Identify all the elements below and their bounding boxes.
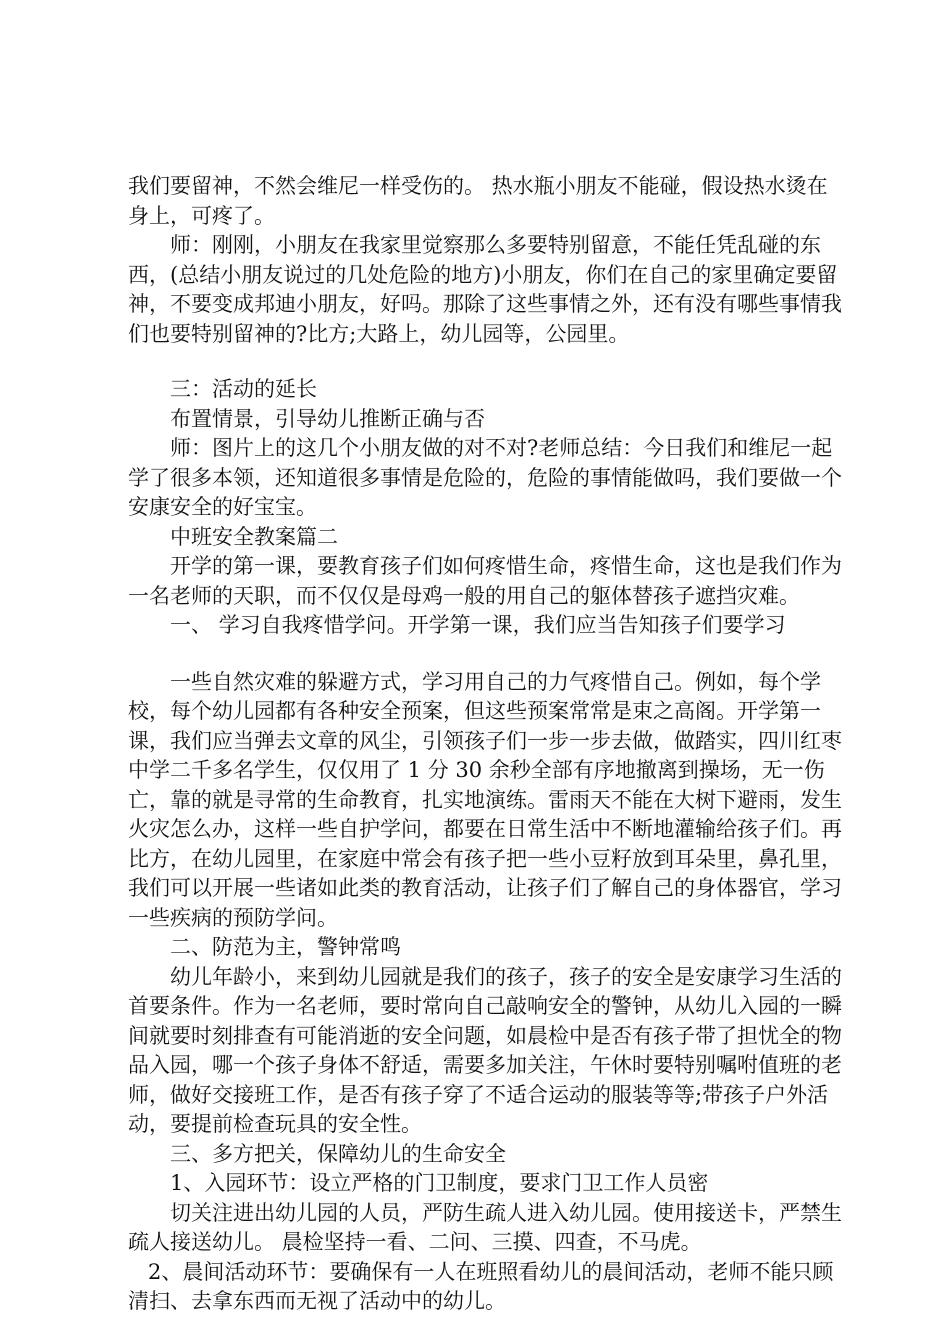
- paragraph-13: 1、入园环节：设立严格的门卫制度，要求门卫工作人员密: [170, 1171, 709, 1195]
- section-heading-10: 二、防范为主，警钟常鸣: [170, 935, 401, 959]
- section-heading-6: 中班安全教案篇二: [170, 524, 338, 549]
- section-heading-12: 三、多方把关，保障幼儿的生命安全: [170, 1141, 506, 1166]
- paragraph-7: 开学的第一课，要教育孩子们如何疼惜生命，疼惜生命，这也是我们作为一名老师的天职，而不仅仅是母鸡一般的用自己的躯体替孩子遮挡灾难。: [128, 554, 842, 608]
- paragraph-9: 一些自然灾难的躲避方式，学习用自己的力气疼惜自己。例如，每个学校，每个幼儿园都有各种安全预案，但这些预案常常是束之高阁。开学第一课，我们应当弹去文章的风尘，引领孩子们一步一步去做，做踏实，四川红枣中学二千多名学生，仅仅用了 1 分 30 余秒全部有序地撤离到操场，无一伤亡，靠的就是寻常的生命教育，扎实地演练。雷雨天不能在大树下避雨，发生火灾怎么办，这样一些自护学问，都要在日常生活中不断地灌输给孩子们。再比方，在幼儿园里，在家庭中常会有孩子把一些小豆籽放到耳朵里，鼻孔里，我们可以开展一些诸如此类的教育活动，让孩子们了解自己的身体器官，学习一些疾病的预防学问。: [128, 669, 842, 930]
- paragraph-11: 幼儿年龄小，来到幼儿园就是我们的孩子，孩子的安全是安康学习生活的首要条件。作为一名老师，要时常向自己敲响安全的警钟，从幼儿入园的一瞬间就要时刻排查有可能消逝的安全问题，如晨检中是否有孩子带了担忧全的物品入园，哪一个孩子身体不舒适，需要多加关注，午休时要特别嘱咐值班的老师，做好交接班工作，是否有孩子穿了不适合运动的服装等等;带孩子户外活动，要提前检查玩具的安全性。: [128, 964, 842, 1136]
- paragraph-gap: [128, 349, 848, 375]
- paragraph-8: 一、 学习自我疼惜学问。开学第一课，我们应当告知孩子们要学习: [170, 613, 786, 637]
- paragraph-15: 2、晨间活动环节：要确保有一人在班照看幼儿的晨间活动，老师不能只顾清扫、去拿东西而无视了活动中的幼儿。: [128, 1259, 834, 1313]
- document-body: [128, 172, 848, 1317]
- paragraph-gap: [128, 641, 848, 668]
- paragraph-2: 师：刚刚，小朋友在我家里觉察那么多要特别留意，不能任凭乱碰的东西，(总结小朋友说过的几处危险的地方)小朋友，你们在自己的家里确定要留神，不要变成邦迪小朋友，好吗。那除了这些事情之外，还有没有哪些事情我们也要特别留神的?比方;大路上，幼儿园等，公园里。: [128, 233, 842, 346]
- paragraph-1: 我们要留神，不然会维尼一样受伤的。 热水瓶小朋友不能碰，假设热水烫在身上，可疼了。: [128, 174, 828, 228]
- paragraph-5: 师：图片上的这几个小朋友做的对不对?老师总结：今日我们和维尼一起学了很多本领，还知道很多事情是危险的，危险的事情能做吗，我们要做一个安康安全的好宝宝。: [128, 436, 842, 519]
- paragraph-14: 切关注进出幼儿园的人员，严防生疏人进入幼儿园。使用接送卡，严禁生疏人接送幼儿。 晨检坚持一看、二问、三摸、四查，不马虎。: [128, 1200, 842, 1254]
- paragraph-4: 布置情景，引导幼儿推断正确与否: [170, 406, 485, 431]
- section-heading-3: 三：活动的延长: [170, 377, 317, 401]
